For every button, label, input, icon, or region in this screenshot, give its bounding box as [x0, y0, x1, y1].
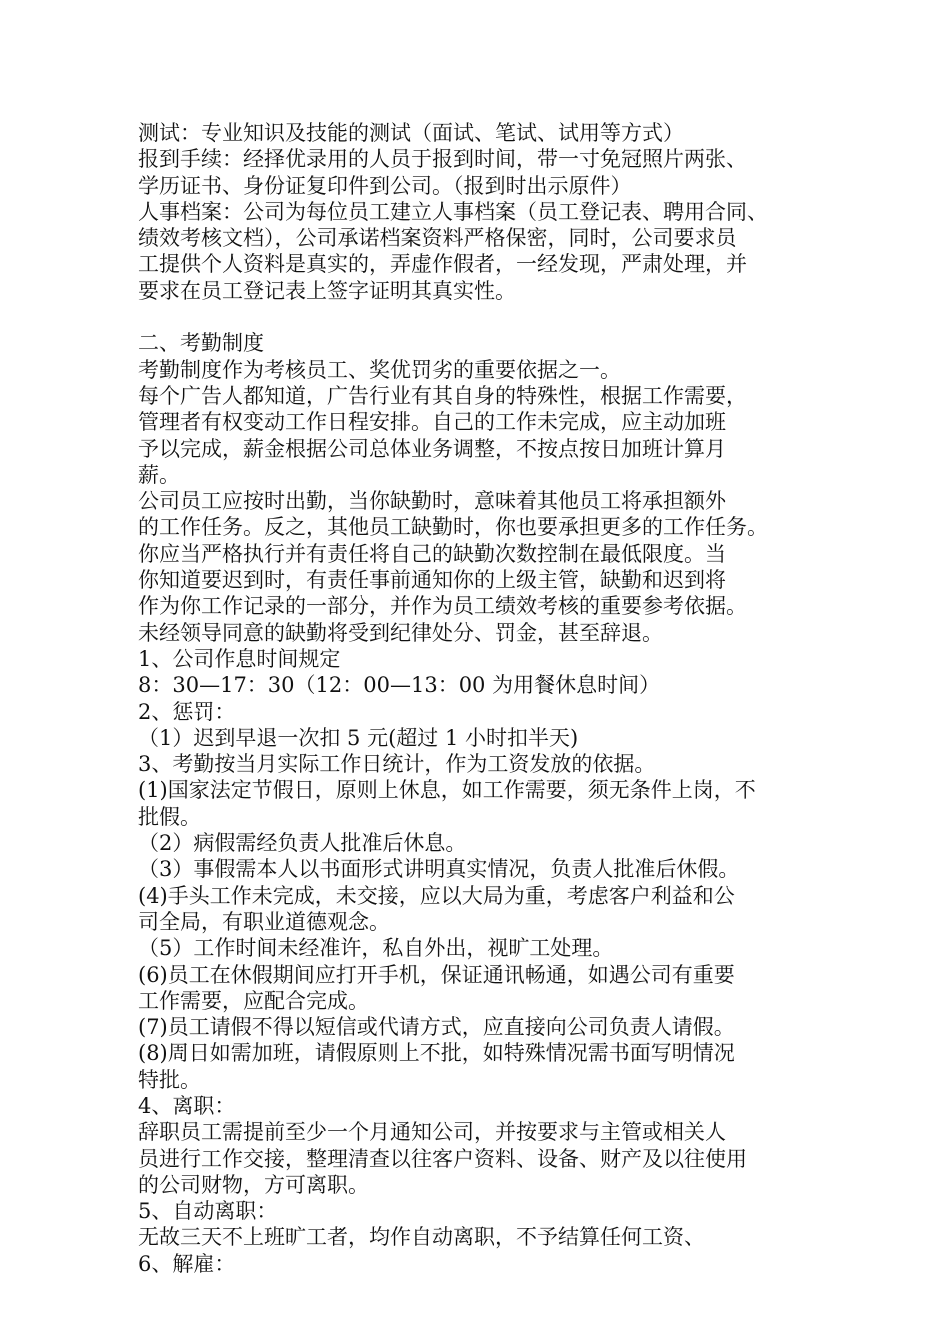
- text-line: 考勤制度作为考核员工、奖优罚劣的重要依据之一。: [138, 357, 621, 382]
- text-line: (4)手头工作未完成，未交接，应以大局为重，考虑客户利益和公: [138, 883, 735, 908]
- text-line: 特批。: [138, 1067, 201, 1092]
- text-line: (1)国家法定节假日，原则上休息，如工作需要，须无条件上岗，不: [138, 778, 756, 803]
- document-body: [138, 120, 828, 1277]
- text-line: 的公司财物，方可离职。: [138, 1172, 369, 1197]
- text-line: 每个广告人都知道，广告行业有其自身的特殊性，根据工作需要，: [138, 383, 747, 408]
- text-line: 管理者有权变动工作日程安排。自己的工作未完成，应主动加班: [138, 410, 726, 435]
- text-line: 你应当严格执行并有责任将自己的缺勤次数控制在最低限度。当: [138, 541, 726, 566]
- subsection-heading: 4、离职：: [138, 1093, 236, 1118]
- subsection-heading: 2、惩罚：: [138, 699, 236, 724]
- text-line: （2）病假需经负责人批准后休息。: [138, 831, 467, 856]
- text-line: 员进行工作交接，整理清查以往客户资料、设备、财产及以往使用: [138, 1146, 747, 1171]
- text-line: 测试：专业知识及技能的测试（面试、笔试、试用等方式）: [138, 121, 684, 145]
- text-line: 工提供个人资料是真实的，弄虚作假者，一经发现，严肃处理，并: [138, 252, 747, 277]
- subsection-heading: 1、公司作息时间规定: [138, 646, 341, 671]
- text-line: (6)员工在休假期间应打开手机，保证通讯畅通，如遇公司有重要: [138, 962, 735, 987]
- text-line: (7)员工请假不得以短信或代请方式，应直接向公司负责人请假。: [138, 1015, 735, 1040]
- subsection-heading: 5、自动离职：: [138, 1199, 278, 1224]
- text-line: 的工作任务。反之，其他员工缺勤时，你也要承担更多的工作任务。: [138, 515, 768, 540]
- subsection-heading: 6、解雇：: [138, 1251, 236, 1276]
- text-line: 你知道要迟到时，有责任事前通知你的上级主管，缺勤和迟到将: [138, 568, 726, 593]
- text-line: (8)周日如需加班，请假原则上不批，如特殊情况需书面写明情况: [138, 1041, 735, 1066]
- text-line: 8：30—17：30（12：00—13：00 为用餐休息时间）: [138, 673, 661, 698]
- subsection-heading: 3、考勤按当月实际工作日统计，作为工资发放的依据。: [138, 752, 656, 777]
- text-line: 辞职员工需提前至少一个月通知公司，并按要求与主管或相关人: [138, 1120, 726, 1145]
- text-line: 予以完成，薪金根据公司总体业务调整，不按点按日加班计算月: [138, 436, 726, 461]
- text-line: 薪。: [138, 462, 180, 487]
- text-line: 工作需要，应配合完成。: [138, 988, 369, 1013]
- text-line: 司全局，有职业道德观念。: [138, 909, 390, 934]
- text-line: 要求在员工登记表上签字证明其真实性。: [138, 278, 516, 303]
- blank-line: [138, 304, 828, 330]
- section-heading: 二、考勤制度: [138, 331, 264, 356]
- text-line: 报到手续：经择优录用的人员于报到时间，带一寸免冠照片两张、: [138, 147, 747, 172]
- text-line: 未经领导同意的缺勤将受到纪律处分、罚金，甚至辞退。: [138, 620, 663, 645]
- text-line: 无故三天不上班旷工者，均作自动离职，不予结算任何工资、: [138, 1225, 705, 1250]
- text-line: 公司员工应按时出勤，当你缺勤时，意味着其他员工将承担额外: [138, 489, 726, 514]
- text-line: （3）事假需本人以书面形式讲明真实情况，负责人批准后休假。: [138, 857, 740, 882]
- text-line: 学历证书、身份证复印件到公司。（报到时出示原件）: [138, 173, 632, 198]
- text-line: 人事档案：公司为每位员工建立人事档案（员工登记表、聘用合同、: [138, 199, 768, 224]
- text-line: 批假。: [138, 804, 201, 829]
- text-line: （1）迟到早退一次扣 5 元(超过 1 小时扣半天): [138, 725, 579, 750]
- text-line: （5）工作时间未经准许，私自外出，视旷工处理。: [138, 936, 614, 961]
- text-line: 作为你工作记录的一部分，并作为员工绩效考核的重要参考依据。: [138, 594, 747, 619]
- text-line: 绩效考核文档），公司承诺档案资料严格保密，同时，公司要求员: [138, 226, 737, 251]
